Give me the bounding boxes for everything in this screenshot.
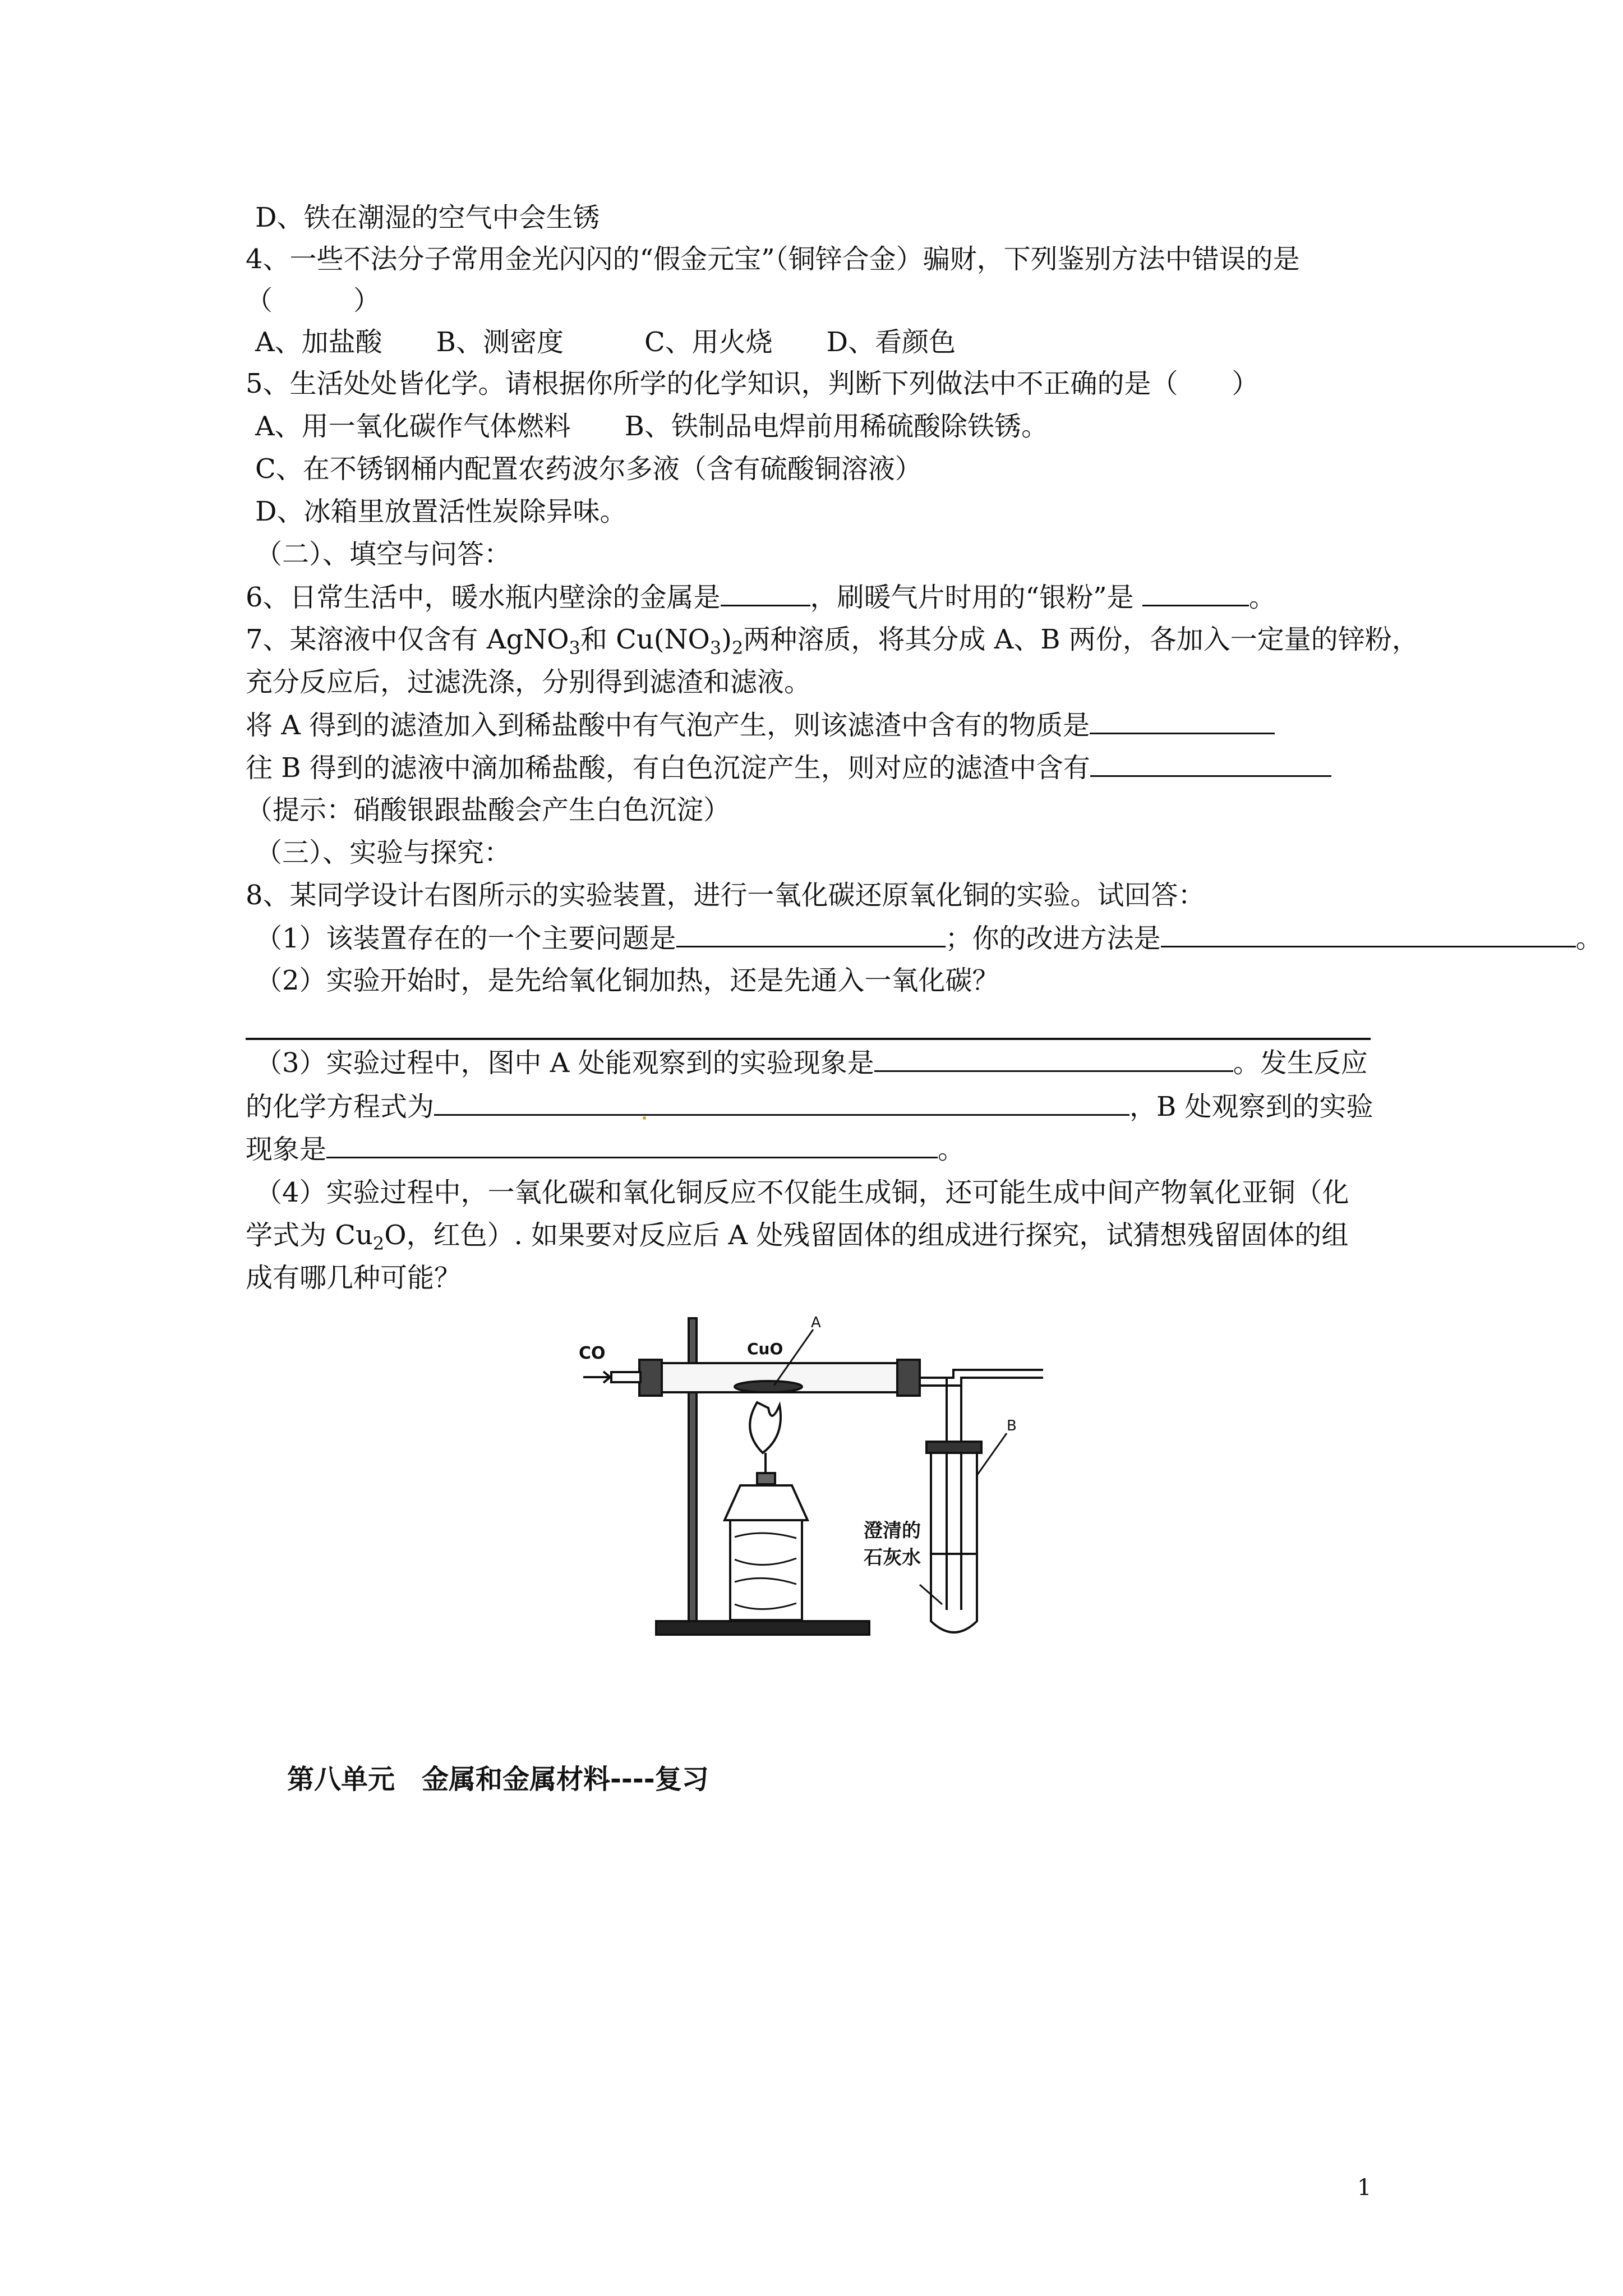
question-7-line-2: 充分反应后，过滤洗涤，分别得到滤渣和滤液。 [246, 666, 811, 698]
co-reduction-apparatus-figure [572, 1307, 1060, 1655]
stand-base [656, 1621, 869, 1635]
q8-3-blank-1[interactable] [874, 1046, 1233, 1072]
q3-option-d: D、铁在潮湿的空气中会生锈 [255, 202, 600, 233]
q7-text-a: 7、某溶液中仅含有 AgNO [246, 624, 569, 655]
question-5-option-d: D、冰箱里放置活性炭除异味。 [255, 496, 627, 527]
q8-4-text-b2: O，红色）. 如果要对反应后 A 处残留固体的组成进行探究，试猜想残留固体的组 [384, 1220, 1349, 1251]
q7-text-d: 两种溶质，将其分成 A、B 两份，各加入一定量的锌粉， [743, 624, 1419, 655]
q8-1-text-c: 。 [1575, 923, 1603, 954]
label-limewater-2: 石灰水 [864, 1547, 921, 1569]
unit-title: 第八单元 金属和金属材料----复习 [287, 1764, 709, 1795]
question-4-options: A、加盐酸 B、测密度 C、用火烧 D、看颜色 [255, 326, 956, 358]
q7-blank-1[interactable] [1090, 708, 1275, 734]
q8-1-blank-1[interactable] [676, 921, 946, 947]
q7-sub-3: 2 [731, 637, 744, 659]
label-co: CO [579, 1343, 606, 1363]
co-inlet [611, 1372, 640, 1382]
q8-3-text-e: 现象是 [246, 1134, 327, 1165]
q8-3-blank-2[interactable] [434, 1089, 1129, 1116]
left-stopper [639, 1360, 662, 1396]
q8-3-blank-3[interactable] [326, 1132, 938, 1158]
question-8-part-3-line-3 [246, 1132, 965, 1166]
q8-1-blank-2[interactable] [1161, 921, 1576, 947]
question-6 [246, 580, 1276, 614]
question-5: 5、生活处处皆化学。请根据你所学的化学知识，判断下列做法中不正确的是（ ） [246, 368, 1259, 399]
label-a: A [811, 1314, 821, 1331]
question-5-options-ab: A、用一氧化碳作气体燃料 B、铁制品电焊前用稀硫酸除铁锈。 [255, 411, 1048, 442]
label-limewater-1: 澄清的 [864, 1520, 921, 1542]
stray-dot [643, 1116, 646, 1120]
q7-sub-2: 3 [709, 637, 722, 659]
q7-blank-2[interactable] [1090, 751, 1331, 777]
lamp-cap [757, 1473, 775, 1484]
q8-1-text-b: ；你的改进方法是 [945, 923, 1161, 954]
section-2-heading: （二）、填空与问答： [255, 539, 511, 570]
q6-text-b: ，刷暖气片时用的“银粉”是 [810, 582, 1134, 613]
test-tube-stopper [926, 1442, 981, 1453]
question-8-part-3-line-2 [246, 1089, 1373, 1124]
question-4-paren: （ ） [246, 285, 381, 316]
question-8-part-2: （2）实验开始时，是先给氧化铜加热，还是先通入一氧化碳？ [255, 965, 999, 996]
q8-1-text-a: （1）该装置存在的一个主要问题是 [255, 923, 676, 954]
question-7-line-3 [246, 708, 1275, 742]
q7-line4-text: 往 B 得到的滤液中滴加稀盐酸，有白色沉淀产生，则对应的滤渣中含有 [246, 752, 1090, 784]
question-8-part-3 [255, 1046, 1368, 1080]
wood-grain [735, 1533, 796, 1609]
q8-3-text-d: ，B 处观察到的实验 [1129, 1091, 1373, 1122]
q7-text-c: ) [721, 624, 732, 655]
q6-text-c: 。 [1248, 582, 1276, 613]
page-number: 1 [1357, 2175, 1372, 2201]
test-tube-b [931, 1447, 977, 1632]
alcohol-lamp [725, 1485, 808, 1520]
q8-3-text-a: （3）实验过程中，图中 A 处能观察到的实验现象是 [255, 1047, 874, 1079]
q7-sub-1: 3 [569, 637, 580, 659]
question-7 [246, 623, 1419, 659]
label-cuo: CuO [747, 1340, 783, 1358]
outlet-tube [920, 1370, 1043, 1378]
q8-4-sub: 2 [372, 1233, 385, 1254]
question-4: 4、一些不法分子常用金光闪闪的“假金元宝”（铜锌合金）骗财，下列鉴别方法中错误的是 [246, 243, 1300, 275]
flame [750, 1402, 781, 1453]
q6-blank-1[interactable] [721, 580, 810, 606]
question-8: 8、某同学设计右图所示的实验装置，进行一氧化碳还原氧化铜的实验。试回答： [246, 880, 1205, 911]
question-8-part-4-line-2 [246, 1218, 1348, 1252]
question-8-part-1 [255, 921, 1603, 955]
section-3-heading: （三）、实验与探究： [255, 837, 511, 868]
right-stopper [897, 1360, 920, 1396]
q6-text-a: 6、日常生活中，暖水瓶内壁涂的金属是 [246, 582, 721, 613]
outlet-tube-inner [920, 1378, 1043, 1386]
pointer-b [977, 1433, 1007, 1475]
q8-4-text-b1: 学式为 Cu [246, 1220, 373, 1251]
q8-2-answer-line[interactable] [246, 1038, 1371, 1040]
question-5-option-c: C、在不锈钢桶内配置农药波尔多液（含有硫酸铜溶液） [255, 453, 922, 485]
question-8-part-4-line-3: 成有哪几种可能？ [246, 1262, 462, 1294]
question-7-line-4 [246, 751, 1331, 785]
cuo-powder [735, 1381, 802, 1392]
q7-text-b: 和 Cu(NO [580, 624, 710, 655]
q8-3-text-f: 。 [938, 1134, 965, 1165]
question-7-hint: （提示：硝酸银跟盐酸会产生白色沉淀） [246, 794, 731, 826]
question-8-part-4: （4）实验过程中，一氧化碳和氧化铜反应不仅能生成铜，还可能生成中间产物氧化亚铜（化 [255, 1177, 1349, 1208]
q7-line3-text: 将 A 得到的滤渣加入到稀盐酸中有气泡产生，则该滤渣中含有的物质是 [246, 710, 1090, 741]
q8-3-text-b: 。发生反应 [1233, 1047, 1368, 1079]
q6-blank-2[interactable] [1142, 580, 1249, 606]
label-b: B [1007, 1418, 1017, 1434]
q8-3-text-c: 的化学方程式为 [246, 1091, 435, 1122]
